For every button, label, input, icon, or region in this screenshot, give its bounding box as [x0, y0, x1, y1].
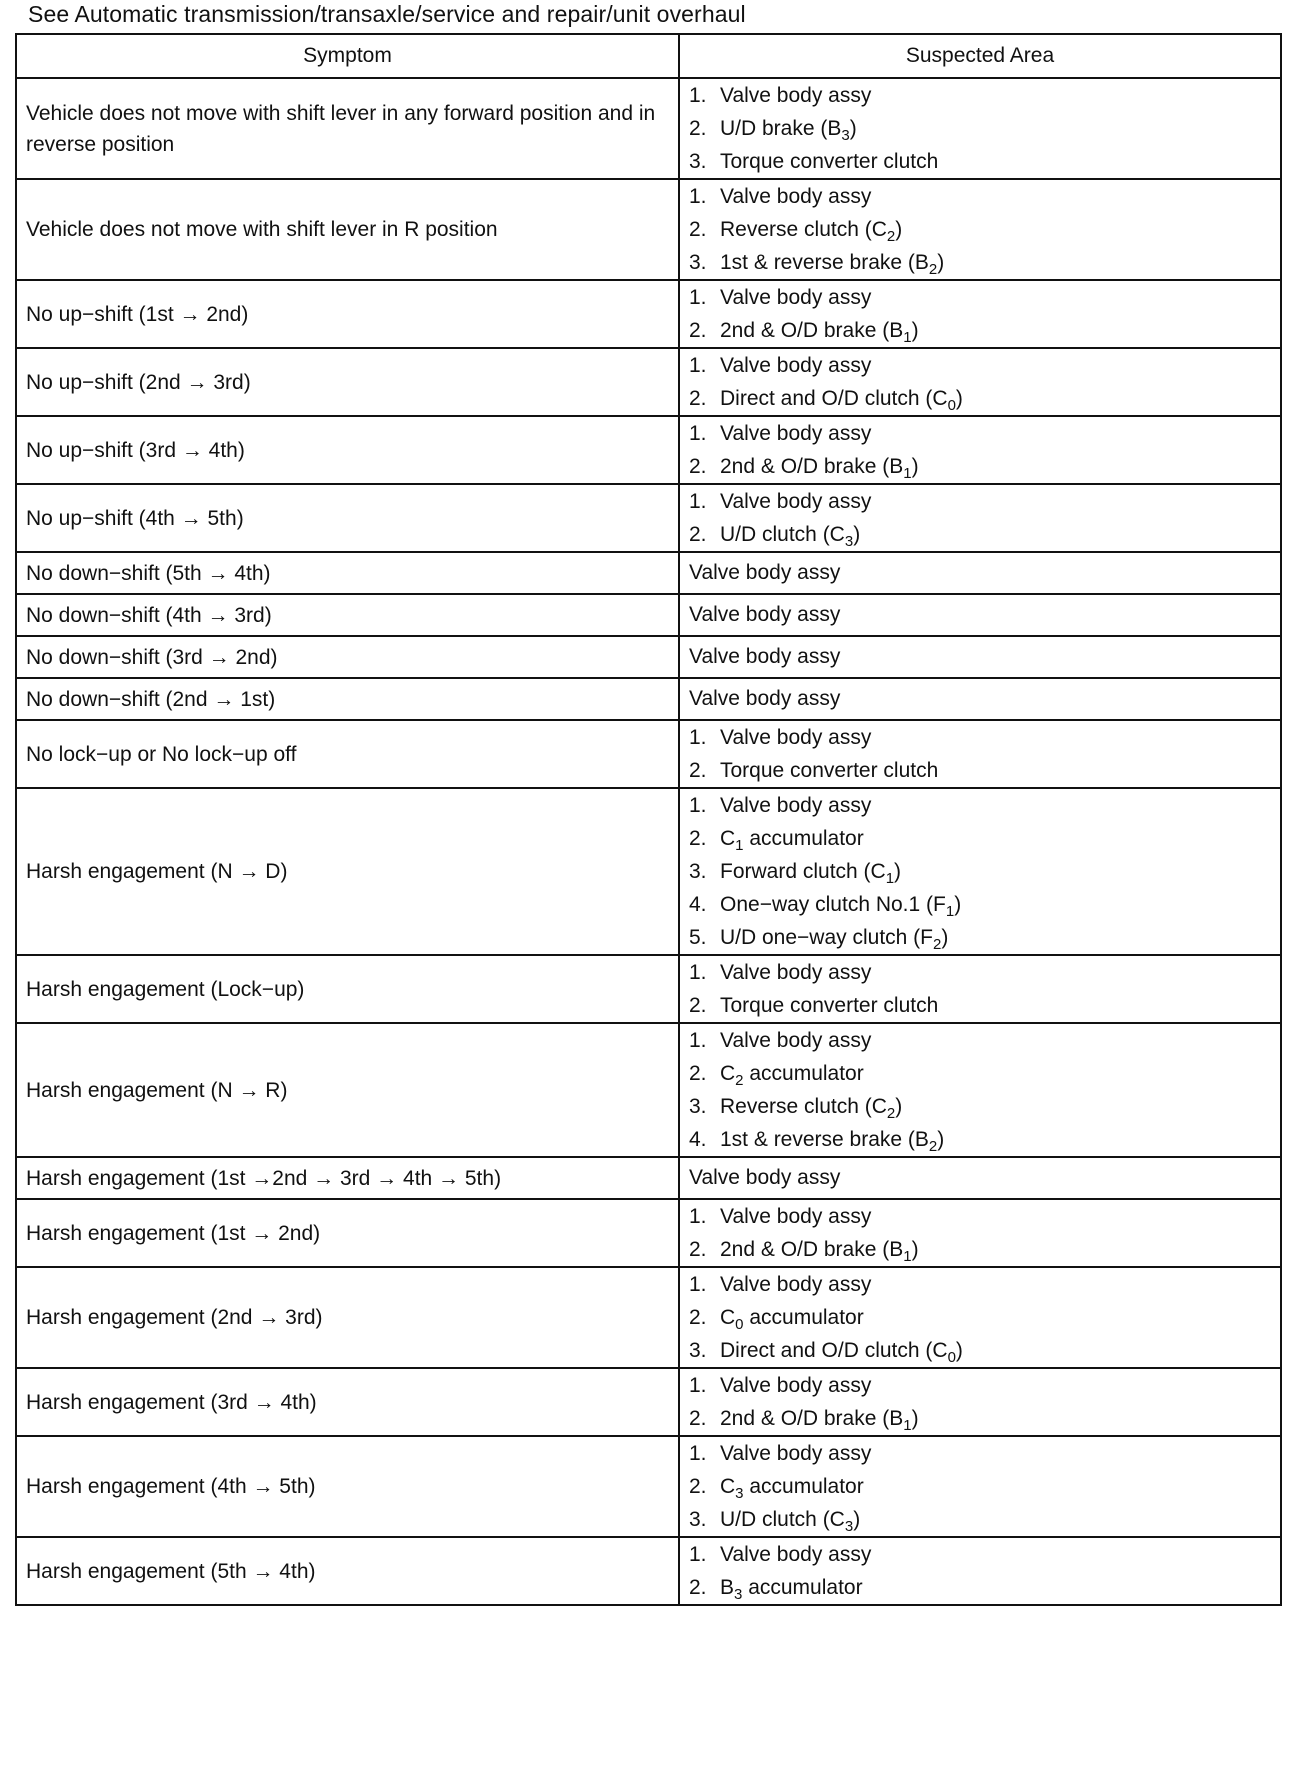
- item-number: 2.: [689, 218, 707, 241]
- suspected-area-text: Valve body assy: [689, 561, 841, 584]
- item-subscript: 1: [945, 903, 955, 921]
- suspected-area-cell: [679, 552, 1281, 594]
- suspected-area-item: [689, 1334, 1271, 1367]
- item-subscript: 2: [886, 1105, 896, 1123]
- item-subscript: 3: [734, 1586, 743, 1604]
- table-row: [16, 678, 1281, 720]
- item-subscript: 3: [735, 1485, 744, 1503]
- item-subscript: 2: [886, 228, 896, 246]
- item-number: 4.: [689, 893, 707, 916]
- item-number: 1.: [689, 286, 707, 309]
- item-number: 2.: [689, 759, 707, 782]
- item-text-end: ): [853, 1508, 861, 1531]
- suspected-area-cell: [679, 1267, 1281, 1368]
- suspected-area-cell: [679, 78, 1281, 179]
- item-number: 3.: [689, 1095, 707, 1118]
- item-text-end: ): [937, 1128, 945, 1151]
- item-number: 2.: [689, 455, 707, 478]
- suspected-area-cell: [679, 348, 1281, 416]
- symptom-cell: No down−shift (5th → 4th): [16, 552, 679, 594]
- item-text: 2nd & O/D brake (B: [720, 319, 904, 342]
- item-text: Valve body assy: [720, 1029, 872, 1052]
- item-number: 1.: [689, 490, 707, 513]
- item-text: Torque converter clutch: [720, 150, 939, 173]
- item-number: 1.: [689, 1374, 707, 1397]
- item-subscript: 1: [735, 837, 744, 855]
- item-subscript: 0: [735, 1316, 744, 1334]
- item-number: 2.: [689, 117, 707, 140]
- table-row: [16, 1436, 1281, 1537]
- table-row: [16, 1537, 1281, 1605]
- item-number: 1.: [689, 1205, 707, 1228]
- item-number: 1.: [689, 1029, 707, 1052]
- table-row: [16, 552, 1281, 594]
- table-row: [16, 78, 1281, 179]
- item-text-end: ): [954, 893, 962, 916]
- suspected-area-text: Valve body assy: [689, 1166, 841, 1189]
- suspected-area-item: [689, 1057, 1271, 1090]
- symptom-cell: Harsh engagement (5th → 4th): [16, 1537, 679, 1605]
- symptom-cell: No up−shift (1st → 2nd): [16, 280, 679, 348]
- symptom-cell: No up−shift (3rd → 4th): [16, 416, 679, 484]
- suspected-area-cell: [679, 636, 1281, 678]
- suspected-area-item: [689, 1024, 1271, 1057]
- item-text: Valve body assy: [720, 1273, 872, 1296]
- suspected-area-item: [689, 1369, 1271, 1402]
- item-number: 1.: [689, 1273, 707, 1296]
- table-row: [16, 484, 1281, 552]
- item-text: Valve body assy: [720, 84, 872, 107]
- item-text: C: [720, 1306, 736, 1329]
- item-text-end: ): [895, 218, 903, 241]
- item-text: Valve body assy: [720, 794, 872, 817]
- suspected-area-cell: [679, 720, 1281, 788]
- header-symptom: Symptom: [16, 34, 679, 78]
- item-number: 3.: [689, 1339, 707, 1362]
- symptom-cell: Harsh engagement (1st →2nd → 3rd → 4th → 5th): [16, 1157, 679, 1199]
- item-text: Valve body assy: [720, 961, 872, 984]
- suspected-area-item: [689, 1571, 1271, 1604]
- suspected-area-item: [689, 281, 1271, 314]
- symptom-cell: Vehicle does not move with shift lever in R position: [16, 179, 679, 280]
- item-text: Torque converter clutch: [720, 994, 939, 1017]
- item-subscript: 1: [903, 1417, 912, 1435]
- item-text-end: ): [911, 1238, 919, 1261]
- suspected-area-cell: [679, 1199, 1281, 1267]
- item-text: Valve body assy: [720, 490, 872, 513]
- item-text-end: ): [849, 117, 857, 140]
- suspected-area-item: [689, 956, 1271, 989]
- symptom-cell: Harsh engagement (3rd → 4th): [16, 1368, 679, 1436]
- table-row: [16, 179, 1281, 280]
- item-subscript: 1: [885, 870, 895, 888]
- item-text: 1st & reverse brake (B: [720, 251, 929, 274]
- symptom-cell: Vehicle does not move with shift lever in any forward position and in reverse position: [16, 78, 679, 179]
- item-number: 3.: [689, 251, 707, 274]
- item-text: B: [720, 1576, 735, 1599]
- suspected-area-item: [689, 145, 1271, 178]
- item-text-end: accumulator: [743, 1475, 864, 1498]
- suspected-area-item: [689, 1123, 1271, 1156]
- suspected-area-cell: [679, 1023, 1281, 1157]
- suspected-area-item: [689, 1437, 1271, 1470]
- item-number: 5.: [689, 926, 707, 949]
- item-text: C: [720, 1062, 736, 1085]
- item-text-end: accumulator: [743, 1062, 864, 1085]
- item-number: 2.: [689, 319, 707, 342]
- item-number: 2.: [689, 1576, 707, 1599]
- suspected-area-text: Valve body assy: [689, 645, 841, 668]
- suspected-area-item: [689, 450, 1271, 483]
- suspected-area-cell: [679, 594, 1281, 636]
- table-row: [16, 594, 1281, 636]
- item-subscript: 0: [947, 1349, 956, 1367]
- item-text: Direct and O/D clutch (C: [720, 1339, 948, 1362]
- suspected-area-cell: [679, 1537, 1281, 1605]
- suspected-area-cell: [679, 678, 1281, 720]
- suspected-area-item: [689, 1402, 1271, 1435]
- suspected-area-item: [689, 1470, 1271, 1503]
- item-number: 2.: [689, 1306, 707, 1329]
- suspected-area-item: [689, 1090, 1271, 1123]
- item-text: Valve body assy: [720, 1442, 872, 1465]
- suspected-area-item: [689, 180, 1271, 213]
- symptom-cell: Harsh engagement (4th → 5th): [16, 1436, 679, 1537]
- item-text-end: ): [895, 1095, 903, 1118]
- item-number: 1.: [689, 1442, 707, 1465]
- item-text: U/D clutch (C: [720, 523, 845, 546]
- item-text-end: accumulator: [742, 1576, 863, 1599]
- item-subscript: 2: [933, 936, 942, 954]
- table-row: [16, 636, 1281, 678]
- suspected-area-item: [689, 417, 1271, 450]
- suspected-area-item: [689, 213, 1271, 246]
- item-text-end: ): [941, 926, 949, 949]
- table-row: [16, 955, 1281, 1023]
- item-subscript: 2: [735, 1072, 744, 1090]
- suspected-area-cell: [679, 416, 1281, 484]
- item-number: 2.: [689, 994, 707, 1017]
- item-text: Forward clutch (C: [720, 860, 886, 883]
- suspected-area-item: [689, 1268, 1271, 1301]
- item-text: C: [720, 827, 736, 850]
- item-text: Valve body assy: [720, 354, 872, 377]
- item-subscript: 3: [841, 127, 850, 145]
- item-text: U/D clutch (C: [720, 1508, 845, 1531]
- table-row: [16, 1267, 1281, 1368]
- symptom-cell: Harsh engagement (2nd → 3rd): [16, 1267, 679, 1368]
- item-text: One−way clutch No.1 (F: [720, 893, 946, 916]
- item-text: Valve body assy: [720, 185, 872, 208]
- item-text: 2nd & O/D brake (B: [720, 1238, 904, 1261]
- symptom-cell: No down−shift (2nd → 1st): [16, 678, 679, 720]
- item-text-end: accumulator: [743, 827, 864, 850]
- suspected-area-text: Valve body assy: [689, 603, 841, 626]
- item-text: Valve body assy: [720, 726, 872, 749]
- table-row: [16, 1157, 1281, 1199]
- item-text-end: ): [853, 523, 861, 546]
- item-subscript: 1: [903, 329, 912, 347]
- suspected-area-item: [689, 349, 1271, 382]
- suspected-area-item: [689, 1503, 1271, 1536]
- suspected-area-item: [689, 989, 1271, 1022]
- suspected-area-cell: [679, 179, 1281, 280]
- suspected-area-item: [689, 246, 1271, 279]
- symptom-table: [15, 33, 1282, 1606]
- item-number: 2.: [689, 827, 707, 850]
- suspected-area-item: [689, 789, 1271, 822]
- item-subscript: 1: [903, 1248, 912, 1266]
- item-number: 1.: [689, 726, 707, 749]
- suspected-area-text: Valve body assy: [689, 687, 841, 710]
- item-number: 1.: [689, 185, 707, 208]
- item-text: Valve body assy: [720, 1543, 872, 1566]
- item-number: 2.: [689, 387, 707, 410]
- suspected-area-item: [689, 888, 1271, 921]
- item-text-end: ): [911, 319, 919, 342]
- symptom-cell: Harsh engagement (N → D): [16, 788, 679, 955]
- suspected-area-item: [689, 721, 1271, 754]
- item-number: 1.: [689, 794, 707, 817]
- table-row: [16, 720, 1281, 788]
- item-number: 2.: [689, 1475, 707, 1498]
- suspected-area-cell: [679, 484, 1281, 552]
- item-subscript: 2: [928, 261, 938, 279]
- item-text: C: [720, 1475, 736, 1498]
- suspected-area-item: [689, 79, 1271, 112]
- item-number: 1.: [689, 354, 707, 377]
- suspected-area-item: [689, 822, 1271, 855]
- symptom-cell: No down−shift (3rd → 2nd): [16, 636, 679, 678]
- table-row: [16, 280, 1281, 348]
- item-subscript: 3: [844, 1518, 854, 1536]
- item-text-end: ): [955, 1339, 963, 1362]
- item-number: 4.: [689, 1128, 707, 1151]
- item-text: U/D brake (B: [720, 117, 842, 140]
- table-row: [16, 788, 1281, 955]
- symptom-cell: No up−shift (4th → 5th): [16, 484, 679, 552]
- table-row: [16, 416, 1281, 484]
- item-text-end: ): [894, 860, 902, 883]
- item-number: 1.: [689, 84, 707, 107]
- symptom-cell: Harsh engagement (1st → 2nd): [16, 1199, 679, 1267]
- table-body: [16, 78, 1281, 1605]
- symptom-cell: No up−shift (2nd → 3rd): [16, 348, 679, 416]
- suspected-area-item: [689, 754, 1271, 787]
- table-header-row: [16, 34, 1281, 78]
- suspected-area-item: [689, 314, 1271, 347]
- item-subscript: 0: [947, 397, 956, 415]
- item-number: 3.: [689, 150, 707, 173]
- item-number: 2.: [689, 1238, 707, 1261]
- item-number: 3.: [689, 1508, 707, 1531]
- suspected-area-item: [689, 1200, 1271, 1233]
- suspected-area-item: [689, 855, 1271, 888]
- item-number: 2.: [689, 1407, 707, 1430]
- symptom-cell: No down−shift (4th → 3rd): [16, 594, 679, 636]
- item-text: 2nd & O/D brake (B: [720, 1407, 904, 1430]
- item-number: 1.: [689, 1543, 707, 1566]
- item-text-end: ): [911, 455, 919, 478]
- table-row: [16, 348, 1281, 416]
- item-text: Valve body assy: [720, 422, 872, 445]
- item-subscript: 3: [844, 533, 854, 551]
- item-text-end: ): [937, 251, 945, 274]
- item-text: Reverse clutch (C: [720, 218, 887, 241]
- page-caption: See Automatic transmission/transaxle/service and repair/unit overhaul: [28, 1, 746, 27]
- table-row: [16, 1368, 1281, 1436]
- symptom-cell: No lock−up or No lock−up off: [16, 720, 679, 788]
- suspected-area-cell: [679, 1436, 1281, 1537]
- item-text: U/D one−way clutch (F: [720, 926, 933, 949]
- item-subscript: 1: [903, 465, 912, 483]
- suspected-area-item: [689, 921, 1271, 954]
- suspected-area-item: [689, 382, 1271, 415]
- item-text: Valve body assy: [720, 1205, 872, 1228]
- symptom-cell: Harsh engagement (N → R): [16, 1023, 679, 1157]
- suspected-area-item: [689, 112, 1271, 145]
- item-text: Reverse clutch (C: [720, 1095, 887, 1118]
- item-text-end: accumulator: [743, 1306, 864, 1329]
- symptom-cell: Harsh engagement (Lock−up): [16, 955, 679, 1023]
- item-number: 1.: [689, 422, 707, 445]
- item-text: Valve body assy: [720, 286, 872, 309]
- item-text: 1st & reverse brake (B: [720, 1128, 929, 1151]
- item-text: 2nd & O/D brake (B: [720, 455, 904, 478]
- table-row: [16, 1023, 1281, 1157]
- item-text-end: ): [955, 387, 963, 410]
- item-number: 2.: [689, 1062, 707, 1085]
- item-text: Direct and O/D clutch (C: [720, 387, 948, 410]
- header-suspected-area: Suspected Area: [679, 34, 1281, 78]
- item-subscript: 2: [928, 1138, 938, 1156]
- suspected-area-cell: [679, 788, 1281, 955]
- suspected-area-item: [689, 1538, 1271, 1571]
- item-number: 1.: [689, 961, 707, 984]
- suspected-area-item: [689, 518, 1271, 551]
- suspected-area-item: [689, 1233, 1271, 1266]
- item-number: 2.: [689, 523, 707, 546]
- item-text-end: ): [911, 1407, 919, 1430]
- item-text: Valve body assy: [720, 1374, 872, 1397]
- item-text: Torque converter clutch: [720, 759, 939, 782]
- table-row: [16, 1199, 1281, 1267]
- suspected-area-cell: [679, 1368, 1281, 1436]
- item-number: 3.: [689, 860, 707, 883]
- suspected-area-cell: [679, 955, 1281, 1023]
- suspected-area-cell: [679, 1157, 1281, 1199]
- suspected-area-item: [689, 1301, 1271, 1334]
- suspected-area-item: [689, 485, 1271, 518]
- suspected-area-cell: [679, 280, 1281, 348]
